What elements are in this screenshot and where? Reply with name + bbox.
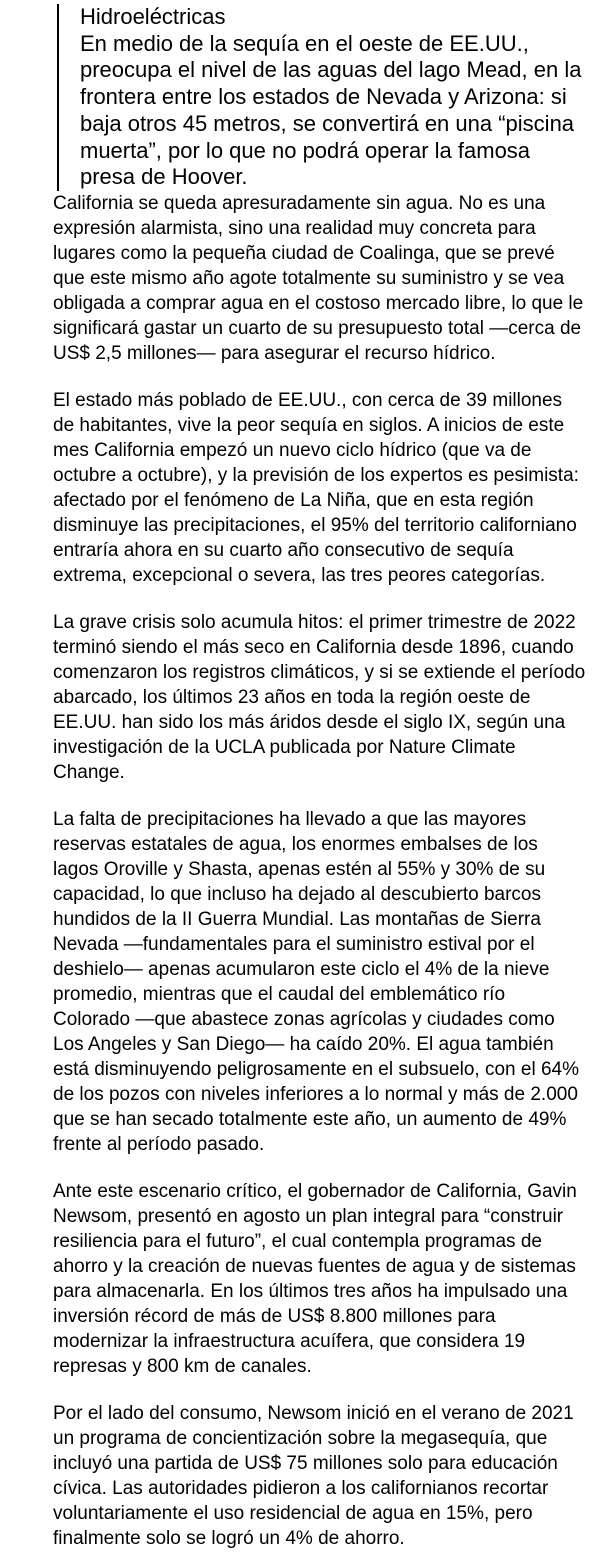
text-line: incluyó una partida de US$ 75 millones solo para educación [53,1452,558,1474]
text-line: está disminuyendo peligrosamente en el subsuelo, con el 64% [53,1058,579,1080]
text-line: La falta de precipitaciones ha llevado a que las mayores [53,808,527,830]
text-line: afectado por el fenómeno de La Niña, que en esta región [53,489,534,511]
text-line: Change. [53,761,125,783]
text-line: cívica. Las autoridades pidieron a los californianos recortar [53,1477,549,1499]
text-line: frente al período pasado. [53,1133,265,1155]
text-line: California se queda apresuradamente sin agua. No es una [53,192,546,214]
text-line: US$ 2,5 millones— para asegurar el recurso hídrico. [53,342,496,364]
text-line: investigación de la UCLA publicada por Nature Climate [53,736,516,758]
text-line: Por el lado del consumo, Newsom inició en el verano de 2021 [53,1402,574,1424]
text-line: un programa de concientización sobre la megasequía, que [53,1427,548,1449]
article-paragraph [53,191,610,366]
text-line: Newsom, presentó en agosto un plan integral para “construir [53,1205,564,1227]
text-line: represas y 800 km de canales. [53,1355,312,1377]
text-line: finalmente solo se logró un 4% de ahorro. [53,1527,405,1549]
article-body [53,191,610,1551]
text-line: lagos Oroville y Shasta, apenas estén al 55% y 30% de su [53,858,546,880]
text-line: mes California empezó un nuevo ciclo hídrico (que va de [53,439,532,461]
text-line: EE.UU. han sido los más áridos desde el siglo IX, según una [53,711,566,733]
article-paragraph [53,1401,610,1551]
text-line: frontera entre los estados de Nevada y Arizona: si [80,84,567,110]
text-line: promedio, mientras que el caudal del emblemático río [53,983,506,1005]
text-line: expresión alarmista, sino una realidad muy concreta para [53,217,536,239]
text-line: El estado más poblado de EE.UU., con cerca de 39 millones [53,389,563,411]
text-line: deshielo— apenas acumularon este ciclo el 4% de la nieve [53,958,550,980]
text-line: En medio de la sequía en el oeste de EE.UU., [80,30,529,56]
text-line: capacidad, lo que incluso ha dejado al descubierto barcos [53,883,541,905]
article-paragraph [53,1179,610,1379]
text-line: entraría ahora en su cuarto año consecutivo de sequía [53,539,514,561]
text-line: ahorro y la creación de nuevas fuentes de agua y de sistemas [53,1255,576,1277]
text-line: obligada a comprar agua en el costoso mercado libre, lo que le [53,292,584,314]
text-line: Los Angeles y San Diego— ha caído 20%. El agua también [53,1033,554,1055]
text-line: Hidroeléctricas [80,4,226,29]
text-line: extrema, excepcional o severa, las tres peores categorías. [53,564,546,586]
text-line: resiliencia para el futuro”, el cual contempla programas de [53,1230,542,1252]
text-line: que este mismo año agote totalmente su suministro y se vea [53,267,565,289]
text-line: voluntariamente el uso residencial de agua en 15%, pero [53,1502,533,1524]
text-line: disminuye las precipitaciones, el 95% del territorio californiano [53,514,577,536]
text-line: hundidos de la II Guerra Mundial. Las montañas de Sierra [53,908,541,930]
text-line: presa de Hoover. [80,164,248,190]
text-line: terminó siendo el más seco en California desde 1896, cuando [53,636,574,658]
text-line: reservas estatales de agua, los enormes embalses de los [53,833,538,855]
pull-quote-block [57,4,610,191]
text-line: preocupa el nivel de las aguas del lago Mead, en la [80,57,582,83]
text-line: comenzaron los registros climáticos, y si se extiende el período [53,661,586,683]
text-line: baja otros 45 metros, se convertirá en una “piscina [80,110,575,136]
text-line: de habitantes, vive la peor sequía en siglos. A inicios de este [53,414,565,436]
text-line: de los pozos con niveles inferiores a lo normal y más de 2.000 [53,1083,578,1105]
text-line: Colorado —que abastece zonas agrícolas y ciudades como [53,1008,555,1030]
article-paragraph [53,807,610,1157]
text-line: que se han secado totalmente este año, un aumento de 49% [53,1108,567,1130]
text-line: modernizar la infraestructura acuífera, que considera 19 [53,1330,526,1352]
text-line: Nevada —fundamentales para el suministro estival por el [53,933,535,955]
article-paragraph [53,610,610,785]
text-line: lugares como la pequeña ciudad de Coalinga, que se prevé [53,242,555,264]
text-line: abarcado, los últimos 23 años en toda la región oeste de [53,686,531,708]
text-line: octubre a octubre), y la previsión de los expertos es pesimista: [53,464,579,486]
text-line: inversión récord de más de US$ 8.800 millones para [53,1305,496,1327]
text-line: para almacenarla. En los últimos tres años ha impulsado una [53,1280,568,1302]
article-page [0,4,610,1551]
article-paragraph [53,388,610,588]
text-line: La grave crisis solo acumula hitos: el primer trimestre de 2022 [53,611,576,633]
text-line: significará gastar un cuarto de su presupuesto total —cerca de [53,317,582,339]
text-line: muerta”, por lo que no podrá operar la famosa [80,137,531,163]
text-line: Ante este escenario crítico, el gobernador de California, Gavin [53,1180,577,1202]
